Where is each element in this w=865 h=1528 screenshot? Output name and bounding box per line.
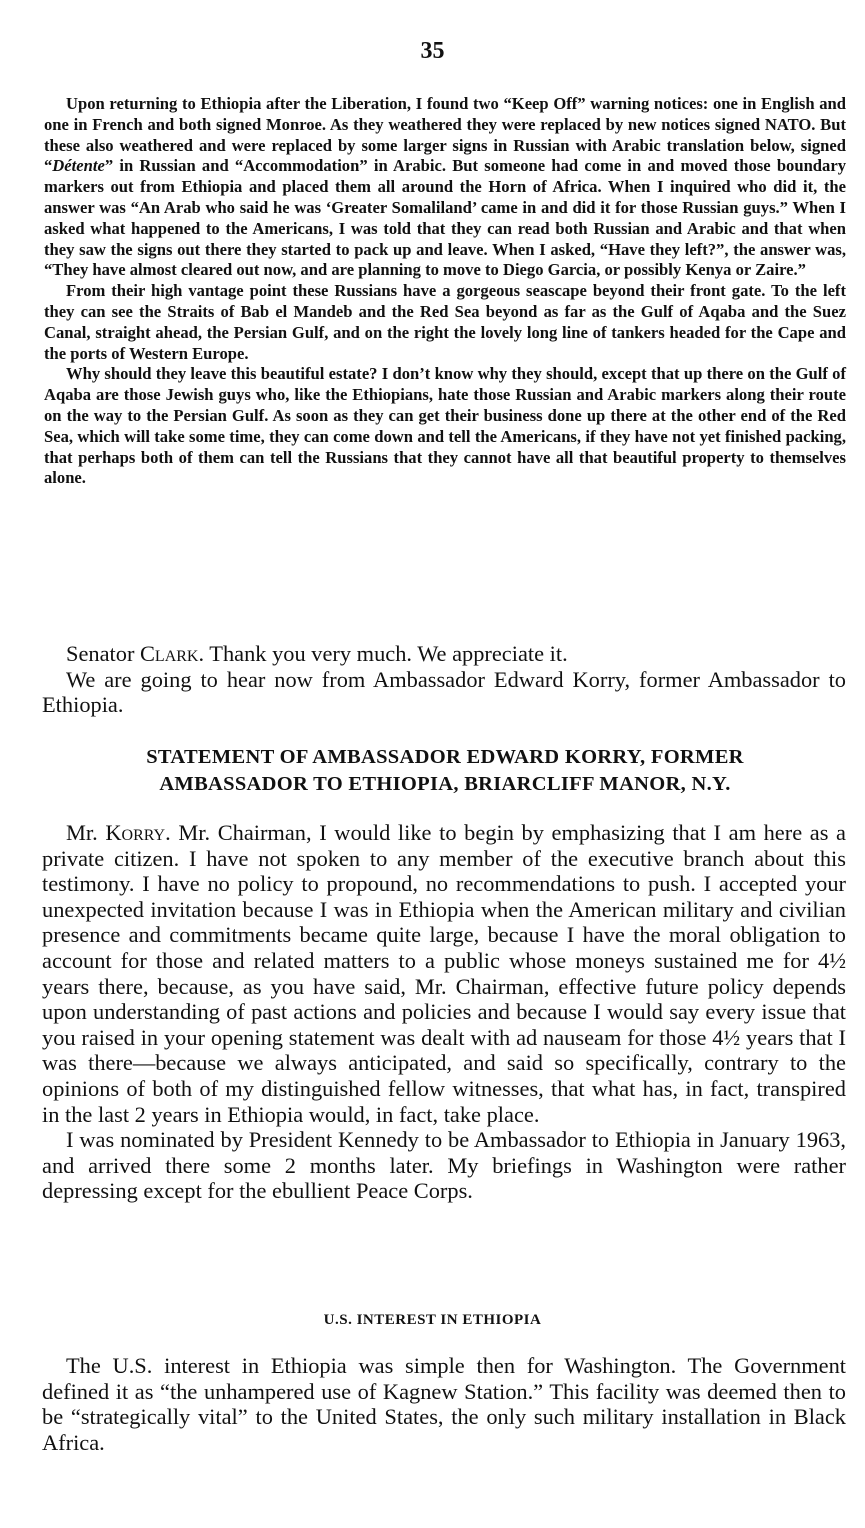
paragraph	[44, 364, 846, 489]
paragraph	[42, 820, 846, 1127]
text-run: We are going to hear now from Ambassador Edward Korry, former Ambassador to Ethiopia.	[42, 666, 846, 718]
text-run: Korry	[105, 820, 166, 845]
statement-heading-line-2: AMBASSADOR TO ETHIOPIA, BRIARCLIFF MANOR, N.Y.	[159, 773, 731, 795]
text-run: Senator	[66, 641, 140, 666]
paragraph	[42, 641, 846, 667]
paragraph	[44, 94, 846, 281]
text-run: Mr.	[66, 820, 106, 845]
paragraph	[44, 281, 846, 364]
section-heading: U.S. INTEREST IN ETHIOPIA	[323, 1312, 542, 1328]
text-run: Upon returning to Ethiopia after the Liberation, I found two “Keep Off” warning notices: one in English and one in French and both signed Monroe. As they weathered they were replaced by new notices signed NATO. But these also weathered and were replaced by some larger signs in Russian with Arabic translation below, signed “	[44, 94, 846, 176]
text-run: Détente	[52, 156, 105, 176]
paragraph	[42, 1127, 846, 1204]
statement-heading-line-1: STATEMENT OF AMBASSADOR EDWARD KORRY, FORMER	[146, 746, 744, 768]
interest-section	[42, 1353, 846, 1455]
statement-heading	[60, 744, 830, 798]
text-run: Clark	[140, 641, 199, 666]
text-run: . Thank you very much. We appreciate it.	[198, 641, 568, 666]
text-run: . Mr. Chairman, I would like to begin by emphasizing that I am here as a private citizen. I have not spoken to any member of the executive branch about this testimony. I have no policy to propound, no recommendations to push. I accepted your unexpected invitation because I was in Ethiopia when the American military and civilian presence and commitments became quite large, because I have the moral obligation to account for those and related matters to a public whose moneys sustained me for 4½ years there, because, as you have said, Mr. Chairman, effective future policy depends upon understanding of past actions and policies and because I would say every issue that you raised in your opening statement was dealt with ad nauseam for those 4½ years that I was there—because we always anticipated, and said so specifically, contrary to the opinions of both of my distinguished fellow witnesses, that what has, in fact, transpired in the last 2 years in Ethiopia would, in fact, take place.	[42, 820, 846, 1127]
clark-remarks	[42, 641, 846, 718]
text-run: From their high vantage point these Russians have a gorgeous seascape beyond their front gate. To the left they can see the Straits of Bab el Mandeb and the Red Sea beyond as far as the Gulf of Aqaba and the Suez Canal, straight ahead, the Persian Gulf, and on the right the lovely long line of tankers headed for the Cape and the ports of Western Europe.	[44, 281, 846, 363]
text-run: The U.S. interest in Ethiopia was simple then for Washington. The Government defined it as “the unhampered use of Kagnew Station.” This facility was deemed then to be “strategically vital” to the United States, the only such military installation in Black Africa.	[42, 1353, 846, 1455]
text-run: Why should they leave this beautiful estate? I don’t know why they should, except that up there on the Gulf of Aqaba are those Jewish guys who, like the Ethiopians, hate those Russian and Arabic markers along their route on the way to the Persian Gulf. As soon as they can get their business done up there at the other end of the Red Sea, which will take some time, they can come down and tell the Americans, if they have not yet finished packing, that perhaps both of them can tell the Russians that they cannot have all that beautiful property to themselves alone.	[44, 364, 846, 488]
paragraph	[42, 1353, 846, 1455]
text-run: ” in Russian and “Accommodation” in Arabic. But someone had come in and moved those boundary markers out from Ethiopia and placed them all around the Horn of Africa. When I inquired who did it, the answer was “An Arab who said he was ‘Greater Somaliland’ came in and did it for those Russian guys.” When I asked what happened to the Americans, I was told that they can read both Russian and Arabic and that when they saw the signs out there they started to pack up and leave. When I asked, “Have they left?”, the answer was, “They have almost cleared out now, and are planning to move to Diego Garcia, or possibly Kenya or Zaire.”	[44, 156, 846, 280]
previous-testimony	[44, 94, 846, 489]
paragraph	[42, 667, 846, 718]
text-run: I was nominated by President Kennedy to be Ambassador to Ethiopia in January 1963, and arrived there some 2 months later. My briefings in Washington were rather depressing except for the ebullient Peace Corps.	[42, 1127, 846, 1204]
korry-statement	[42, 820, 846, 1204]
page-number: 35	[420, 38, 445, 64]
